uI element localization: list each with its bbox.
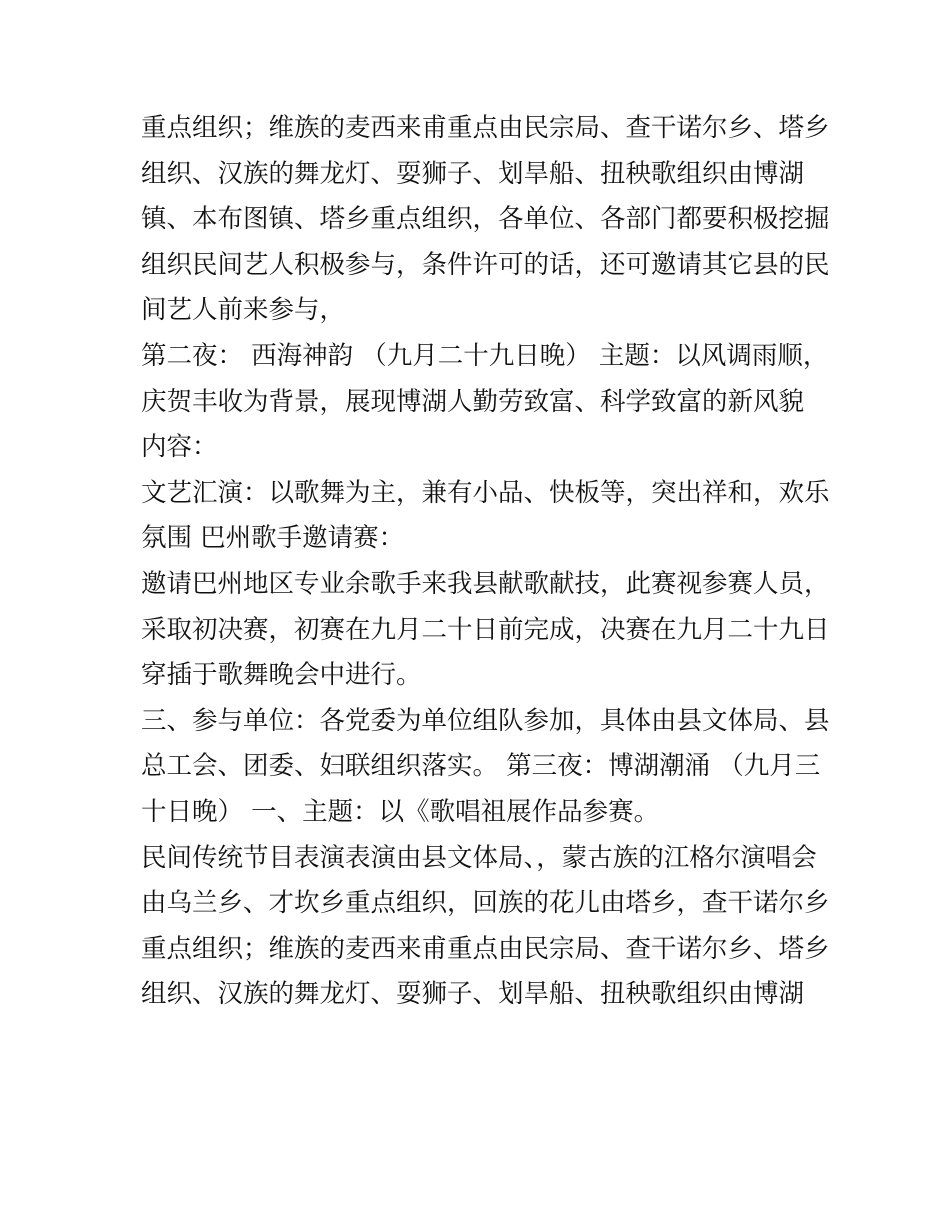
text-line: 邀请巴州地区专业余歌手来我县献歌献技，此赛视参赛人员， [141,568,830,599]
text-line: 组织、汉族的舞龙灯、耍狮子、划旱船、扭秧歌组织由博湖 [141,158,805,189]
text-line: 组织民间艺人积极参与，条件许可的话，还可邀请其它县的民 [141,249,830,280]
text-line: 重点组织；维族的麦西来甫重点由民宗局、查干诺尔乡、塔乡 [141,113,830,143]
text-line: 第二夜： 西海神韵 （九月二十九日晚） 主题：以风调雨顺， [141,340,829,371]
text-line: 十日晚） 一、主题：以《歌唱祖展作品参赛。 [141,796,660,827]
text-line: 文艺汇演：以歌舞为主，兼有小品、快板等，突出祥和，欢乐 [141,477,830,508]
text-line: 庆贺丰收为背景，展现博湖人勤劳致富、科学致富的新风貌 [141,386,805,417]
text-line: 氛围 巴州歌手邀请赛： [141,523,405,554]
text-line: 组织、汉族的舞龙灯、耍狮子、划旱船、扭秧歌组织由博湖 [141,979,805,1010]
text-line: 民间传统节目表演表演由县文体局、，蒙古族的江格尔演唱会 [141,842,817,873]
text-line: 穿插于歌舞晚会中进行。 [141,660,422,691]
text-line: 总工会、团委、妇联组织落实。 第三夜：博湖潮涌 （九月三 [141,751,821,782]
text-line: 间艺人前来参与， [141,295,346,326]
text-line: 三、参与单位：各党委为单位组队参加，具体由县文体局、县 [141,705,830,736]
text-line: 采取初决赛，初赛在九月二十日前完成，决赛在九月二十九日 [141,614,830,645]
text-line: 重点组织；维族的麦西来甫重点由民宗局、查干诺尔乡、塔乡 [141,933,830,964]
document-body [141,106,830,1018]
text-line: 内容： [141,432,218,463]
text-line: 镇、本布图镇、塔乡重点组织，各单位、各部门都要积极挖掘 [141,204,830,235]
text-line: 由乌兰乡、才坎乡重点组织，回族的花儿由塔乡，查干诺尔乡 [141,888,830,919]
